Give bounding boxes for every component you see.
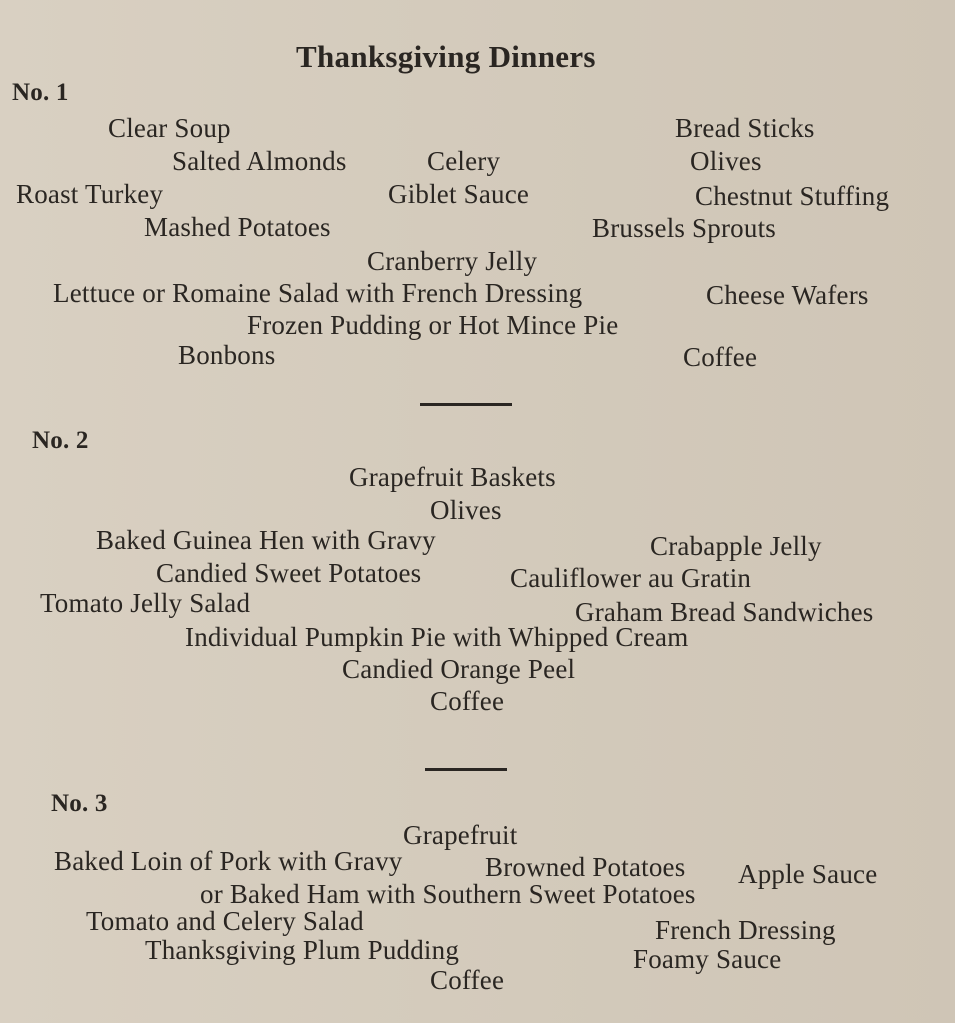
menu-item-french-dressing: French Dressing [655,915,836,945]
menu-item-candied-sweet-potatoes: Candied Sweet Potatoes [156,558,422,588]
menu-item-dessert: Frozen Pudding or Hot Mince Pie [247,310,619,340]
section-divider [425,768,507,771]
menu-item-graham-sandwiches: Graham Bread Sandwiches [575,597,874,627]
menu-item-coffee: Coffee [430,686,505,716]
menu-item-pumpkin-pie: Individual Pumpkin Pie with Whipped Cream [185,622,689,652]
menu-item-orange-peel: Candied Orange Peel [342,654,576,684]
menu-item-grapefruit: Grapefruit [403,820,518,850]
menu-item-cheese-wafers: Cheese Wafers [706,280,869,310]
menu-item-tomato-jelly-salad: Tomato Jelly Salad [40,588,251,618]
menu-number-label: No. 2 [32,427,89,454]
menu-item-foamy-sauce: Foamy Sauce [633,944,782,974]
menu-item-giblet-sauce: Giblet Sauce [388,179,530,209]
menu-item-guinea-hen: Baked Guinea Hen with Gravy [96,525,436,555]
menu-item-grapefruit-baskets: Grapefruit Baskets [349,462,556,492]
menu-item-browned-potatoes: Browned Potatoes [485,852,686,882]
menu-item-bonbons: Bonbons [178,340,276,370]
menu-item-apple-sauce: Apple Sauce [738,859,878,889]
menu-item-bread-sticks: Bread Sticks [675,113,815,143]
menu-item-clear-soup: Clear Soup [108,113,231,143]
menu-item-tomato-celery-salad: Tomato and Celery Salad [86,906,364,936]
section-divider [420,403,512,406]
menu-item-salad: Lettuce or Romaine Salad with French Dressing [53,278,583,308]
menu-number-label: No. 1 [12,79,69,106]
menu-number-label: No. 3 [51,790,108,817]
menu-item-pork-loin: Baked Loin of Pork with Gravy [54,846,403,876]
menu-item-baked-ham: or Baked Ham with Southern Sweet Potatoes [200,879,696,909]
menu-item-celery: Celery [427,146,501,176]
menu-item-coffee: Coffee [683,342,758,372]
menu-item-mashed-potatoes: Mashed Potatoes [144,212,331,242]
menu-item-plum-pudding: Thanksgiving Plum Pudding [145,935,460,965]
menu-item-crabapple-jelly: Crabapple Jelly [650,531,822,561]
menu-item-cauliflower: Cauliflower au Gratin [510,563,752,593]
menu-item-olives: Olives [690,146,762,176]
menu-item-cranberry-jelly: Cranberry Jelly [367,246,538,276]
menu-item-chestnut-stuffing: Chestnut Stuffing [695,181,890,211]
menu-item-coffee: Coffee [430,965,505,995]
menu-item-roast-turkey: Roast Turkey [16,179,164,209]
menu-item-salted-almonds: Salted Almonds [172,146,347,176]
page-title: Thanksgiving Dinners [296,39,596,74]
menu-item-brussels-sprouts: Brussels Sprouts [592,213,776,243]
menu-item-olives: Olives [430,495,502,525]
